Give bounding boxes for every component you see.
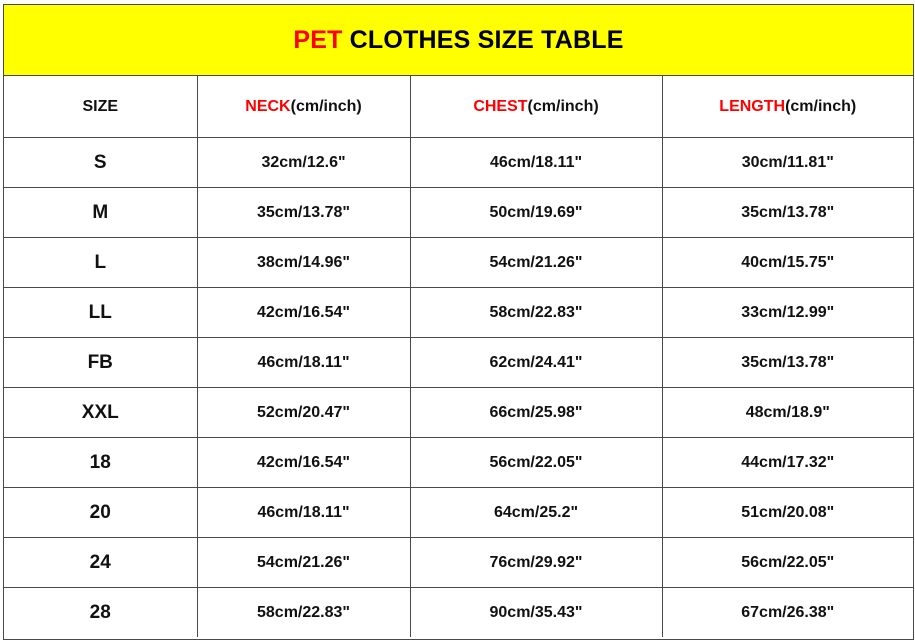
chest-cell: 46cm/18.11" [410, 138, 662, 188]
neck-cell: 46cm/18.11" [197, 338, 410, 388]
size-cell: 28 [4, 588, 197, 638]
length-cell: 44cm/17.32" [662, 438, 913, 488]
table-row [4, 288, 913, 338]
table-row [4, 388, 913, 438]
length-cell: 35cm/13.78" [662, 188, 913, 238]
table-row [4, 438, 913, 488]
chest-cell: 64cm/25.2" [410, 488, 662, 538]
length-cell: 30cm/11.81" [662, 138, 913, 188]
length-cell: 40cm/15.75" [662, 238, 913, 288]
chest-cell: 90cm/35.43" [410, 588, 662, 638]
neck-cell: 52cm/20.47" [197, 388, 410, 438]
length-cell: 35cm/13.78" [662, 338, 913, 388]
table-row [4, 488, 913, 538]
length-cell: 56cm/22.05" [662, 538, 913, 588]
table-row [4, 538, 913, 588]
chest-cell: 54cm/21.26" [410, 238, 662, 288]
size-chart-sheet [3, 4, 914, 640]
table-row [4, 138, 913, 188]
size-cell: M [4, 188, 197, 238]
chest-cell: 66cm/25.98" [410, 388, 662, 438]
header-neck: NECK(cm/inch) [197, 76, 410, 138]
size-cell: LL [4, 288, 197, 338]
title-text: CLOTHES SIZE TABLE [349, 25, 624, 54]
neck-cell: 58cm/22.83" [197, 588, 410, 638]
neck-cell: 38cm/14.96" [197, 238, 410, 288]
size-cell: 18 [4, 438, 197, 488]
size-cell: 20 [4, 488, 197, 538]
neck-cell: 42cm/16.54" [197, 438, 410, 488]
size-cell: XXL [4, 388, 197, 438]
length-cell: 67cm/26.38" [741, 603, 835, 621]
neck-cell: 42cm/16.54" [197, 288, 410, 338]
size-table [4, 76, 913, 637]
size-cell: S [4, 138, 197, 188]
table-row [4, 238, 913, 288]
size-cell: 24 [4, 538, 197, 588]
length-cell: 33cm/12.99" [662, 288, 913, 338]
chest-cell: 58cm/22.83" [410, 288, 662, 338]
title-bar [4, 5, 913, 76]
neck-cell: 35cm/13.78" [197, 188, 410, 238]
size-cell: L [4, 238, 197, 288]
header-length: LENGTH(cm/inch) [662, 76, 913, 138]
chest-cell: 62cm/24.41" [410, 338, 662, 388]
table-row [4, 588, 913, 638]
size-cell: FB [4, 338, 197, 388]
chest-cell: 76cm/29.92" [410, 538, 662, 588]
header-row [4, 76, 913, 138]
title-accent: PET [293, 25, 343, 54]
chest-cell: 50cm/19.69" [410, 188, 662, 238]
table-row [4, 188, 913, 238]
table-row [4, 338, 913, 388]
neck-cell: 46cm/18.11" [197, 488, 410, 538]
header-size: SIZE [4, 76, 197, 138]
neck-cell: 32cm/12.6" [197, 138, 410, 188]
chest-cell: 56cm/22.05" [410, 438, 662, 488]
length-cell: 51cm/20.08" [662, 488, 913, 538]
neck-cell: 54cm/21.26" [197, 538, 410, 588]
length-cell: 48cm/18.9" [662, 388, 913, 438]
header-chest: CHEST(cm/inch) [410, 76, 662, 138]
